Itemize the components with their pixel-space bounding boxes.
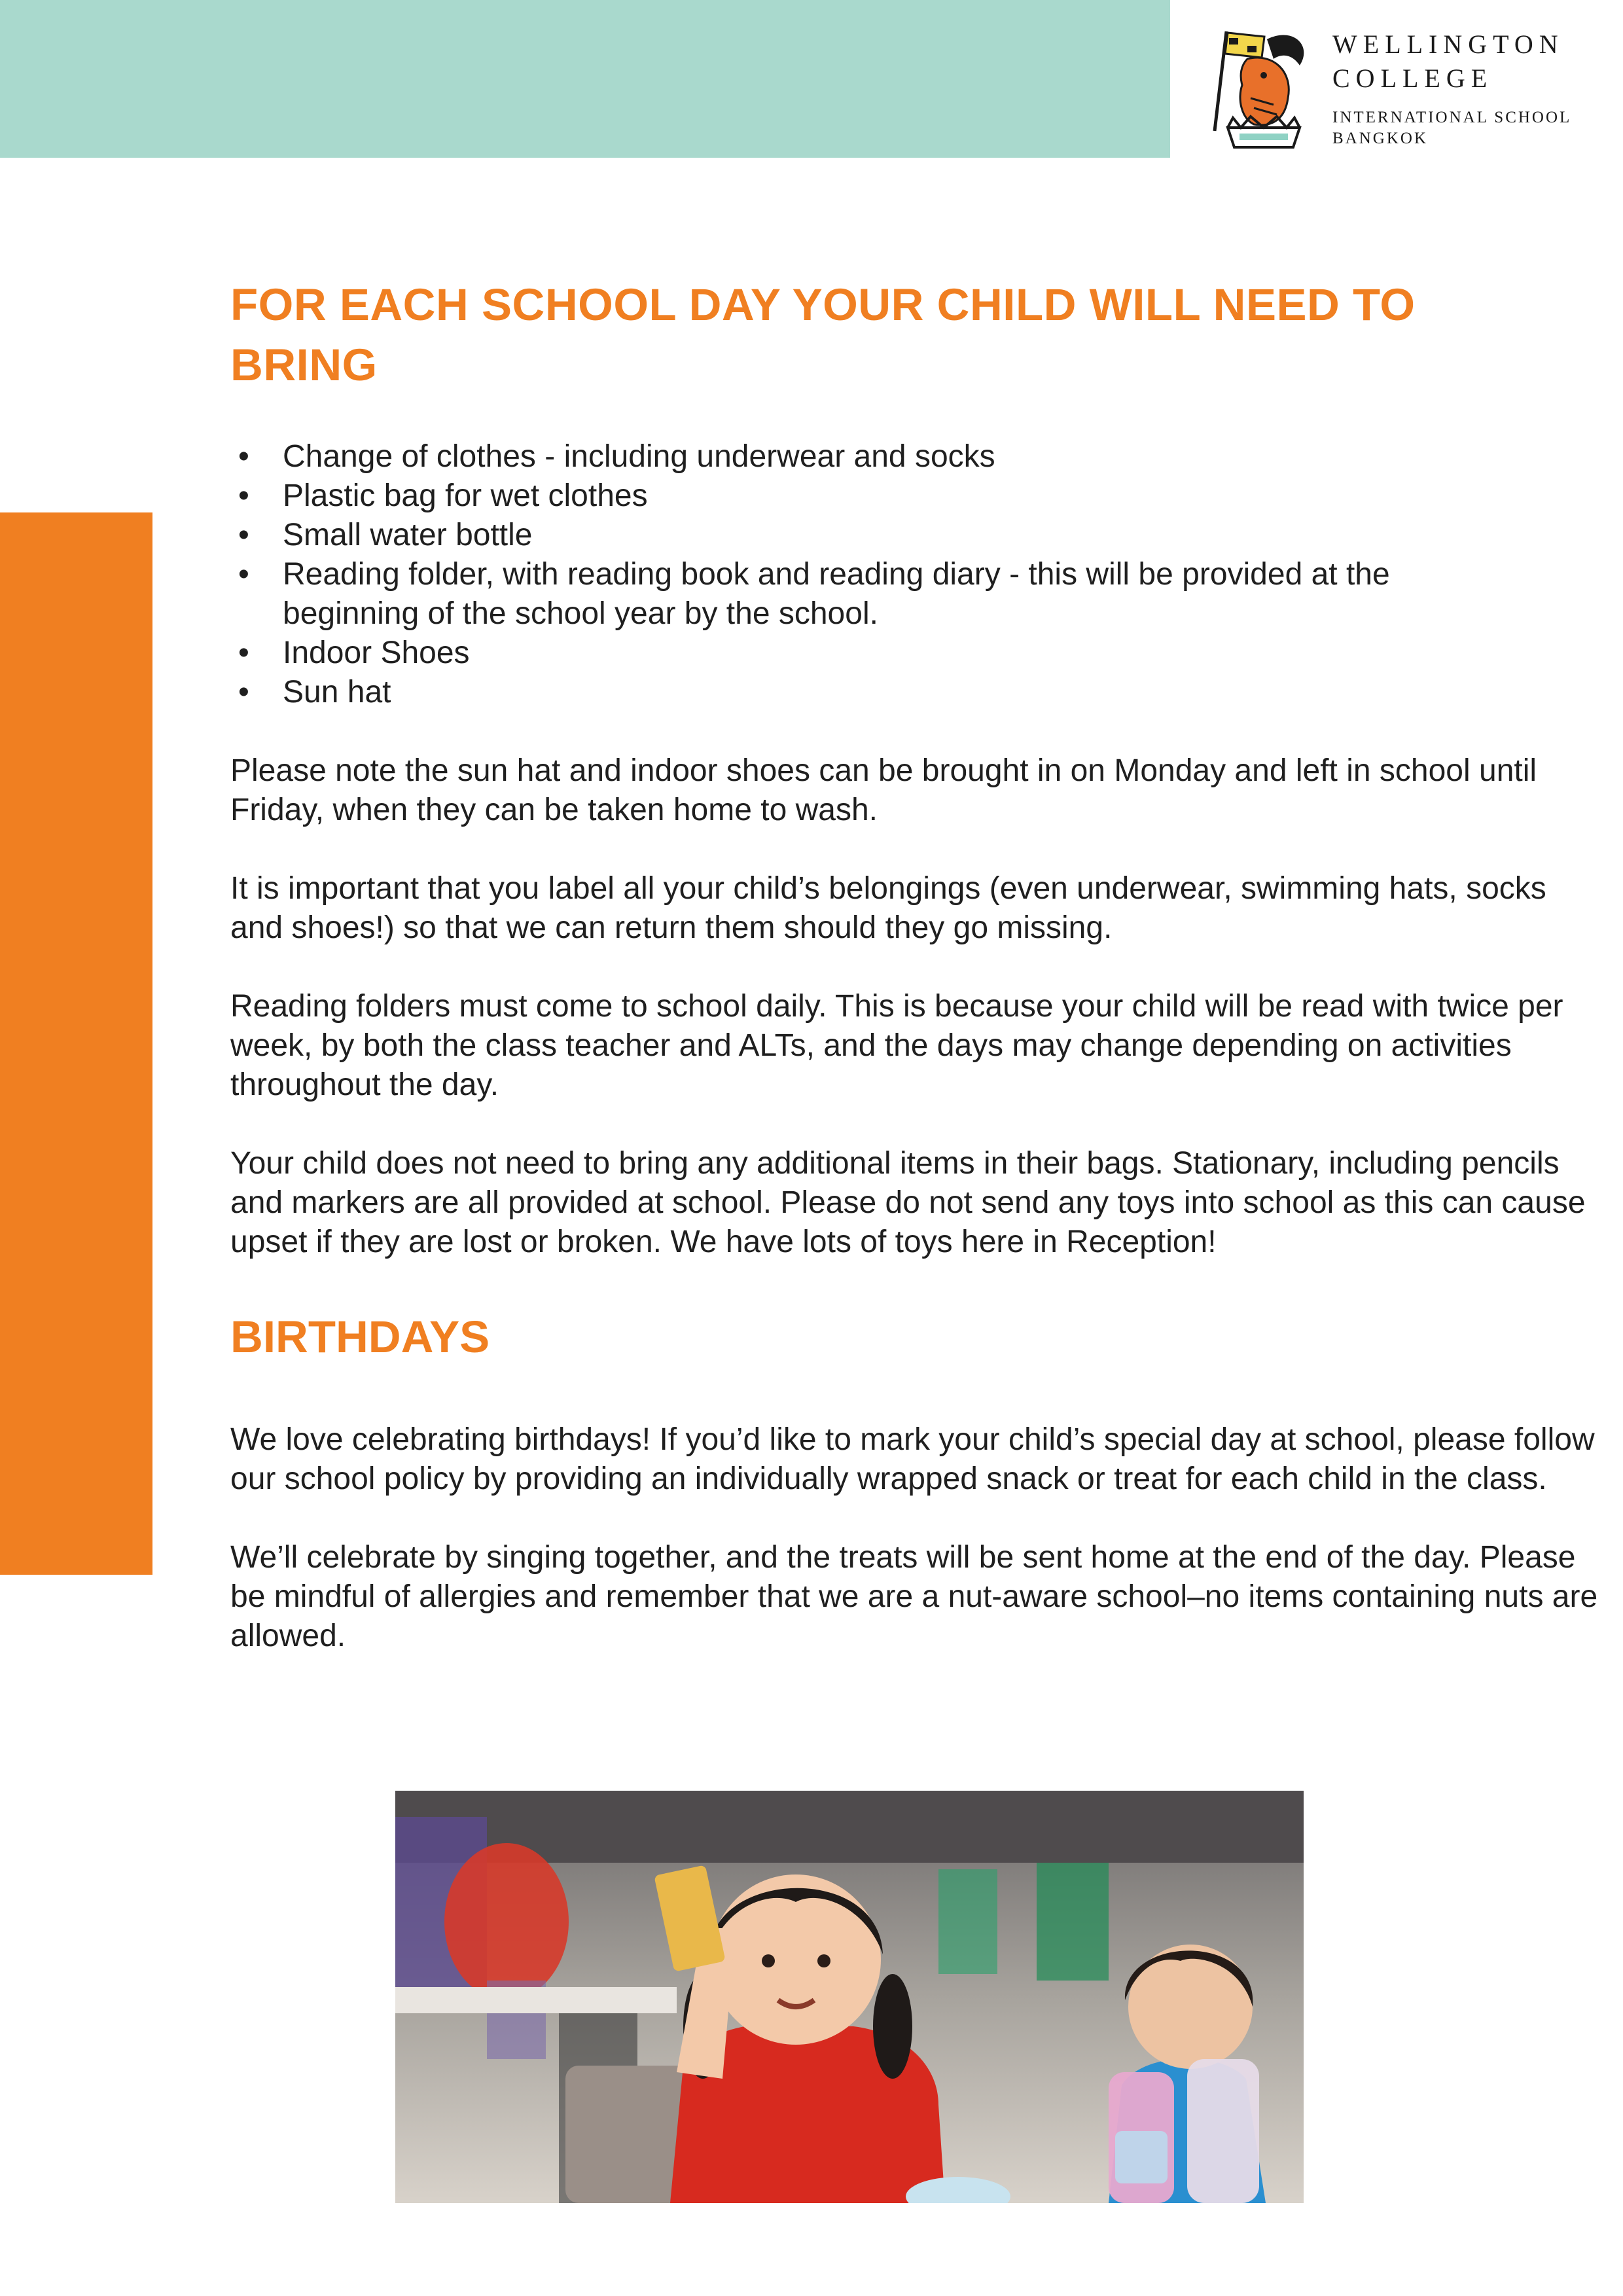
paragraph-labels: It is important that you label all your child’s belongings (even underwear, swimming hats, socks and shoes!) so that we can return them should they go missing. <box>230 871 1546 945</box>
children-photo-illustration <box>395 1791 1304 2203</box>
paragraph-sun-hat: Please note the sun hat and indoor shoes can be brought in on Monday and left in school until Friday, when they can be taken home to wash. <box>230 753 1537 827</box>
list-item: • Plastic bag for wet clothes <box>238 478 648 513</box>
top-mint-band <box>0 0 1170 158</box>
needs-list <box>230 437 1605 712</box>
main-content <box>230 275 1605 1656</box>
section-heading-bring: FOR EACH SCHOOL DAY YOUR CHILD WILL NEED TO BRING <box>230 279 1416 390</box>
logo-college: COLLEGE <box>1332 63 1493 93</box>
list-item: • Reading folder, with reading book and reading diary - this will be provided at the beginning of the school year by the school. <box>238 557 1390 631</box>
logo-international-school: INTERNATIONAL SCHOOL <box>1332 109 1572 126</box>
paragraph-birthdays-celebrate: We’ll celebrate by singing together, and the treats will be sent home at the end of the day. Please be mindful of allergies and remember that we are a nut-aware school–no items containing nuts are allowed. <box>230 1540 1598 1653</box>
paragraph-additional-items: Your child does not need to bring any additional items in their bags. Stationary, including pencils and markers are all provided at school. Please do not send any toys into school as this can cause upset if they are lost or broken. We have lots of toys here in Reception! <box>230 1146 1586 1259</box>
side-orange-bar <box>0 512 152 1575</box>
list-item: • Sun hat <box>238 675 391 709</box>
classroom-photo <box>395 1791 1304 2203</box>
logo-text <box>1332 27 1571 149</box>
school-logo <box>1202 20 1594 151</box>
logo-bangkok: BANGKOK <box>1332 130 1428 147</box>
list-item: • Indoor Shoes <box>238 636 470 670</box>
list-item: • Change of clothes - including underwear and socks <box>238 439 995 474</box>
paragraph-birthdays-policy: We love celebrating birthdays! If you’d like to mark your child’s special day at school, please follow our school policy by providing an individually wrapped snack or treat for each child in the class. <box>230 1422 1595 1496</box>
section-heading-birthdays: BIRTHDAYS <box>230 1312 490 1362</box>
logo-wellington: WELLINGTON <box>1332 29 1564 59</box>
crest-icon <box>1202 20 1313 151</box>
list-item: • Small water bottle <box>238 518 533 552</box>
paragraph-reading-folders: Reading folders must come to school daily. This is because your child will be read with twice per week, by both the class teacher and ALTs, and the days may change depending on activities throughout the day. <box>230 989 1563 1102</box>
